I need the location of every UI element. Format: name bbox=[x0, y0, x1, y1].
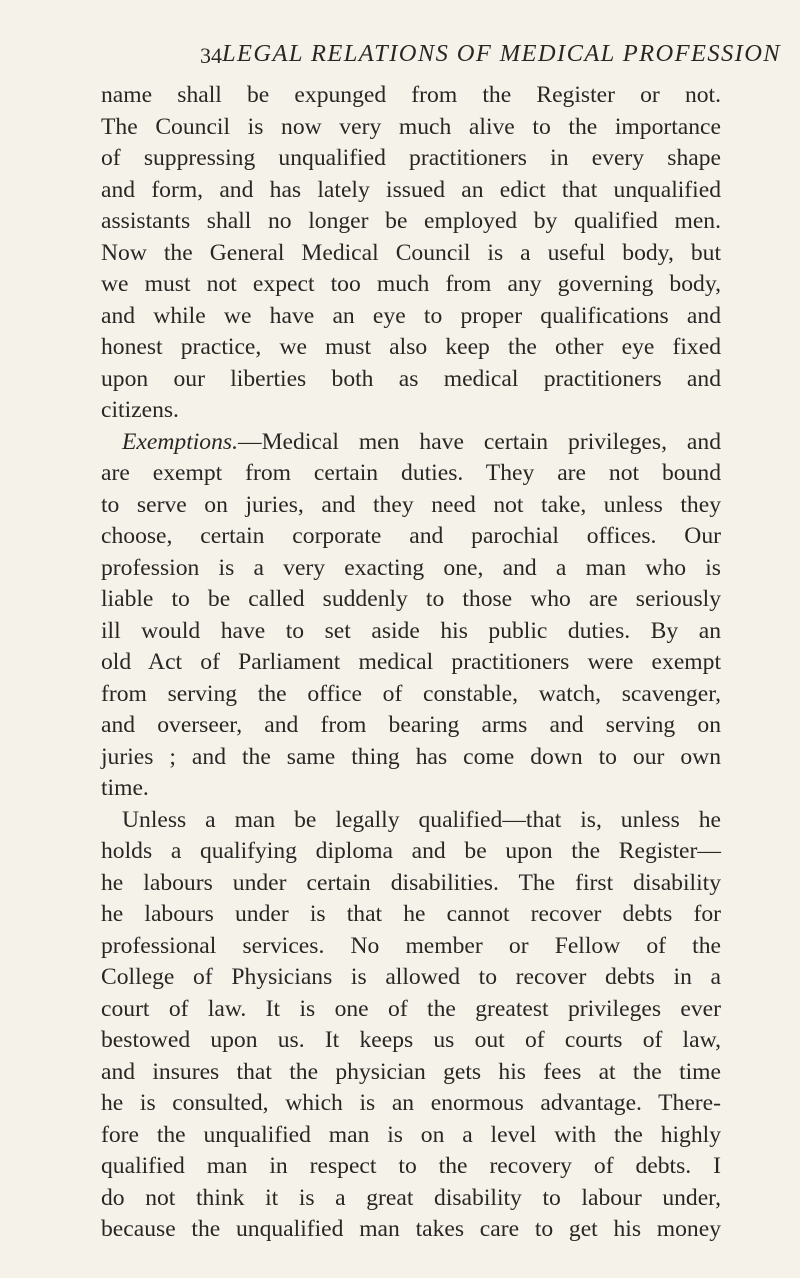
text-line: he labours under certain disabilities. The first disability bbox=[101, 869, 721, 896]
running-head bbox=[200, 40, 782, 72]
text-line: qualified man in respect to the recovery of debts. I bbox=[101, 1153, 721, 1179]
text-line: name shall be expunged from the Register or not. bbox=[101, 82, 721, 108]
text-line: court of law. It is one of the greatest privileges ever bbox=[101, 995, 721, 1022]
text-line: and insures that the physician gets his fees at the time bbox=[101, 1058, 721, 1085]
text-line: we must not expect too much from any governing body, bbox=[101, 271, 721, 297]
text-line: and while we have an eye to proper qualifications and bbox=[101, 302, 721, 329]
text-line: old Act of Parliament medical practitioners were exempt bbox=[101, 649, 721, 675]
text-line: bestowed upon us. It keeps us out of courts of law, bbox=[101, 1027, 721, 1053]
text-line: and form, and has lately issued an edict that unqualified bbox=[101, 176, 721, 203]
text-line: do not think it is a great disability to labour under, bbox=[101, 1184, 721, 1211]
text-line: choose, certain corporate and parochial offices. Our bbox=[101, 523, 721, 549]
body-text bbox=[101, 80, 721, 1246]
text-line-rest: —Medical men have certain privileges, and bbox=[237, 428, 721, 455]
text-line: Now the General Medical Council is a useful body, but bbox=[101, 239, 721, 266]
text-line: professional services. No member or Fellow of the bbox=[101, 932, 721, 959]
text-line: ill would have to set aside his public duties. By an bbox=[101, 617, 721, 644]
text-line: Unless a man be legally qualified—that is, unless he bbox=[122, 806, 721, 833]
text-line: profession is a very exacting one, and a man who is bbox=[101, 554, 721, 581]
text-line: liable to be called suddenly to those who are seriously bbox=[101, 586, 721, 612]
text-line: The Council is now very much alive to the importance bbox=[101, 113, 721, 140]
text-line: College of Physicians is allowed to recover debts in a bbox=[101, 964, 721, 990]
running-title: LEGAL RELATIONS OF MEDICAL PROFESSION bbox=[222, 40, 782, 67]
text-line: are exempt from certain duties. They are not bound bbox=[101, 460, 721, 486]
page-number: 34 bbox=[200, 43, 222, 68]
text-line: juries ; and the same thing has come down to our own bbox=[101, 743, 721, 770]
text-line: honest practice, we must also keep the other eye fixed bbox=[101, 334, 721, 360]
section-heading: Exemptions. bbox=[122, 428, 238, 455]
text-line: holds a qualifying diploma and be upon the Register— bbox=[101, 838, 721, 864]
text-line: he labours under is that he cannot recover debts for bbox=[101, 901, 721, 927]
text-line: he is consulted, which is an enormous advantage. There- bbox=[101, 1090, 721, 1116]
text-line bbox=[101, 427, 721, 459]
text-line: of suppressing unqualified practitioners in every shape bbox=[101, 145, 721, 171]
text-line: upon our liberties both as medical practitioners and bbox=[101, 365, 721, 392]
text-line: time. bbox=[101, 775, 149, 801]
text-line: and overseer, and from bearing arms and serving on bbox=[101, 712, 721, 738]
text-line: fore the unqualified man is on a level with the highly bbox=[101, 1121, 721, 1148]
text-line: citizens. bbox=[101, 397, 179, 423]
text-line: because the unqualified man takes care to get his money bbox=[101, 1216, 721, 1242]
text-line: assistants shall no longer be employed by qualified men. bbox=[101, 208, 721, 234]
text-line: from serving the office of constable, watch, scavenger, bbox=[101, 680, 721, 707]
text-line: to serve on juries, and they need not take, unless they bbox=[101, 491, 721, 518]
